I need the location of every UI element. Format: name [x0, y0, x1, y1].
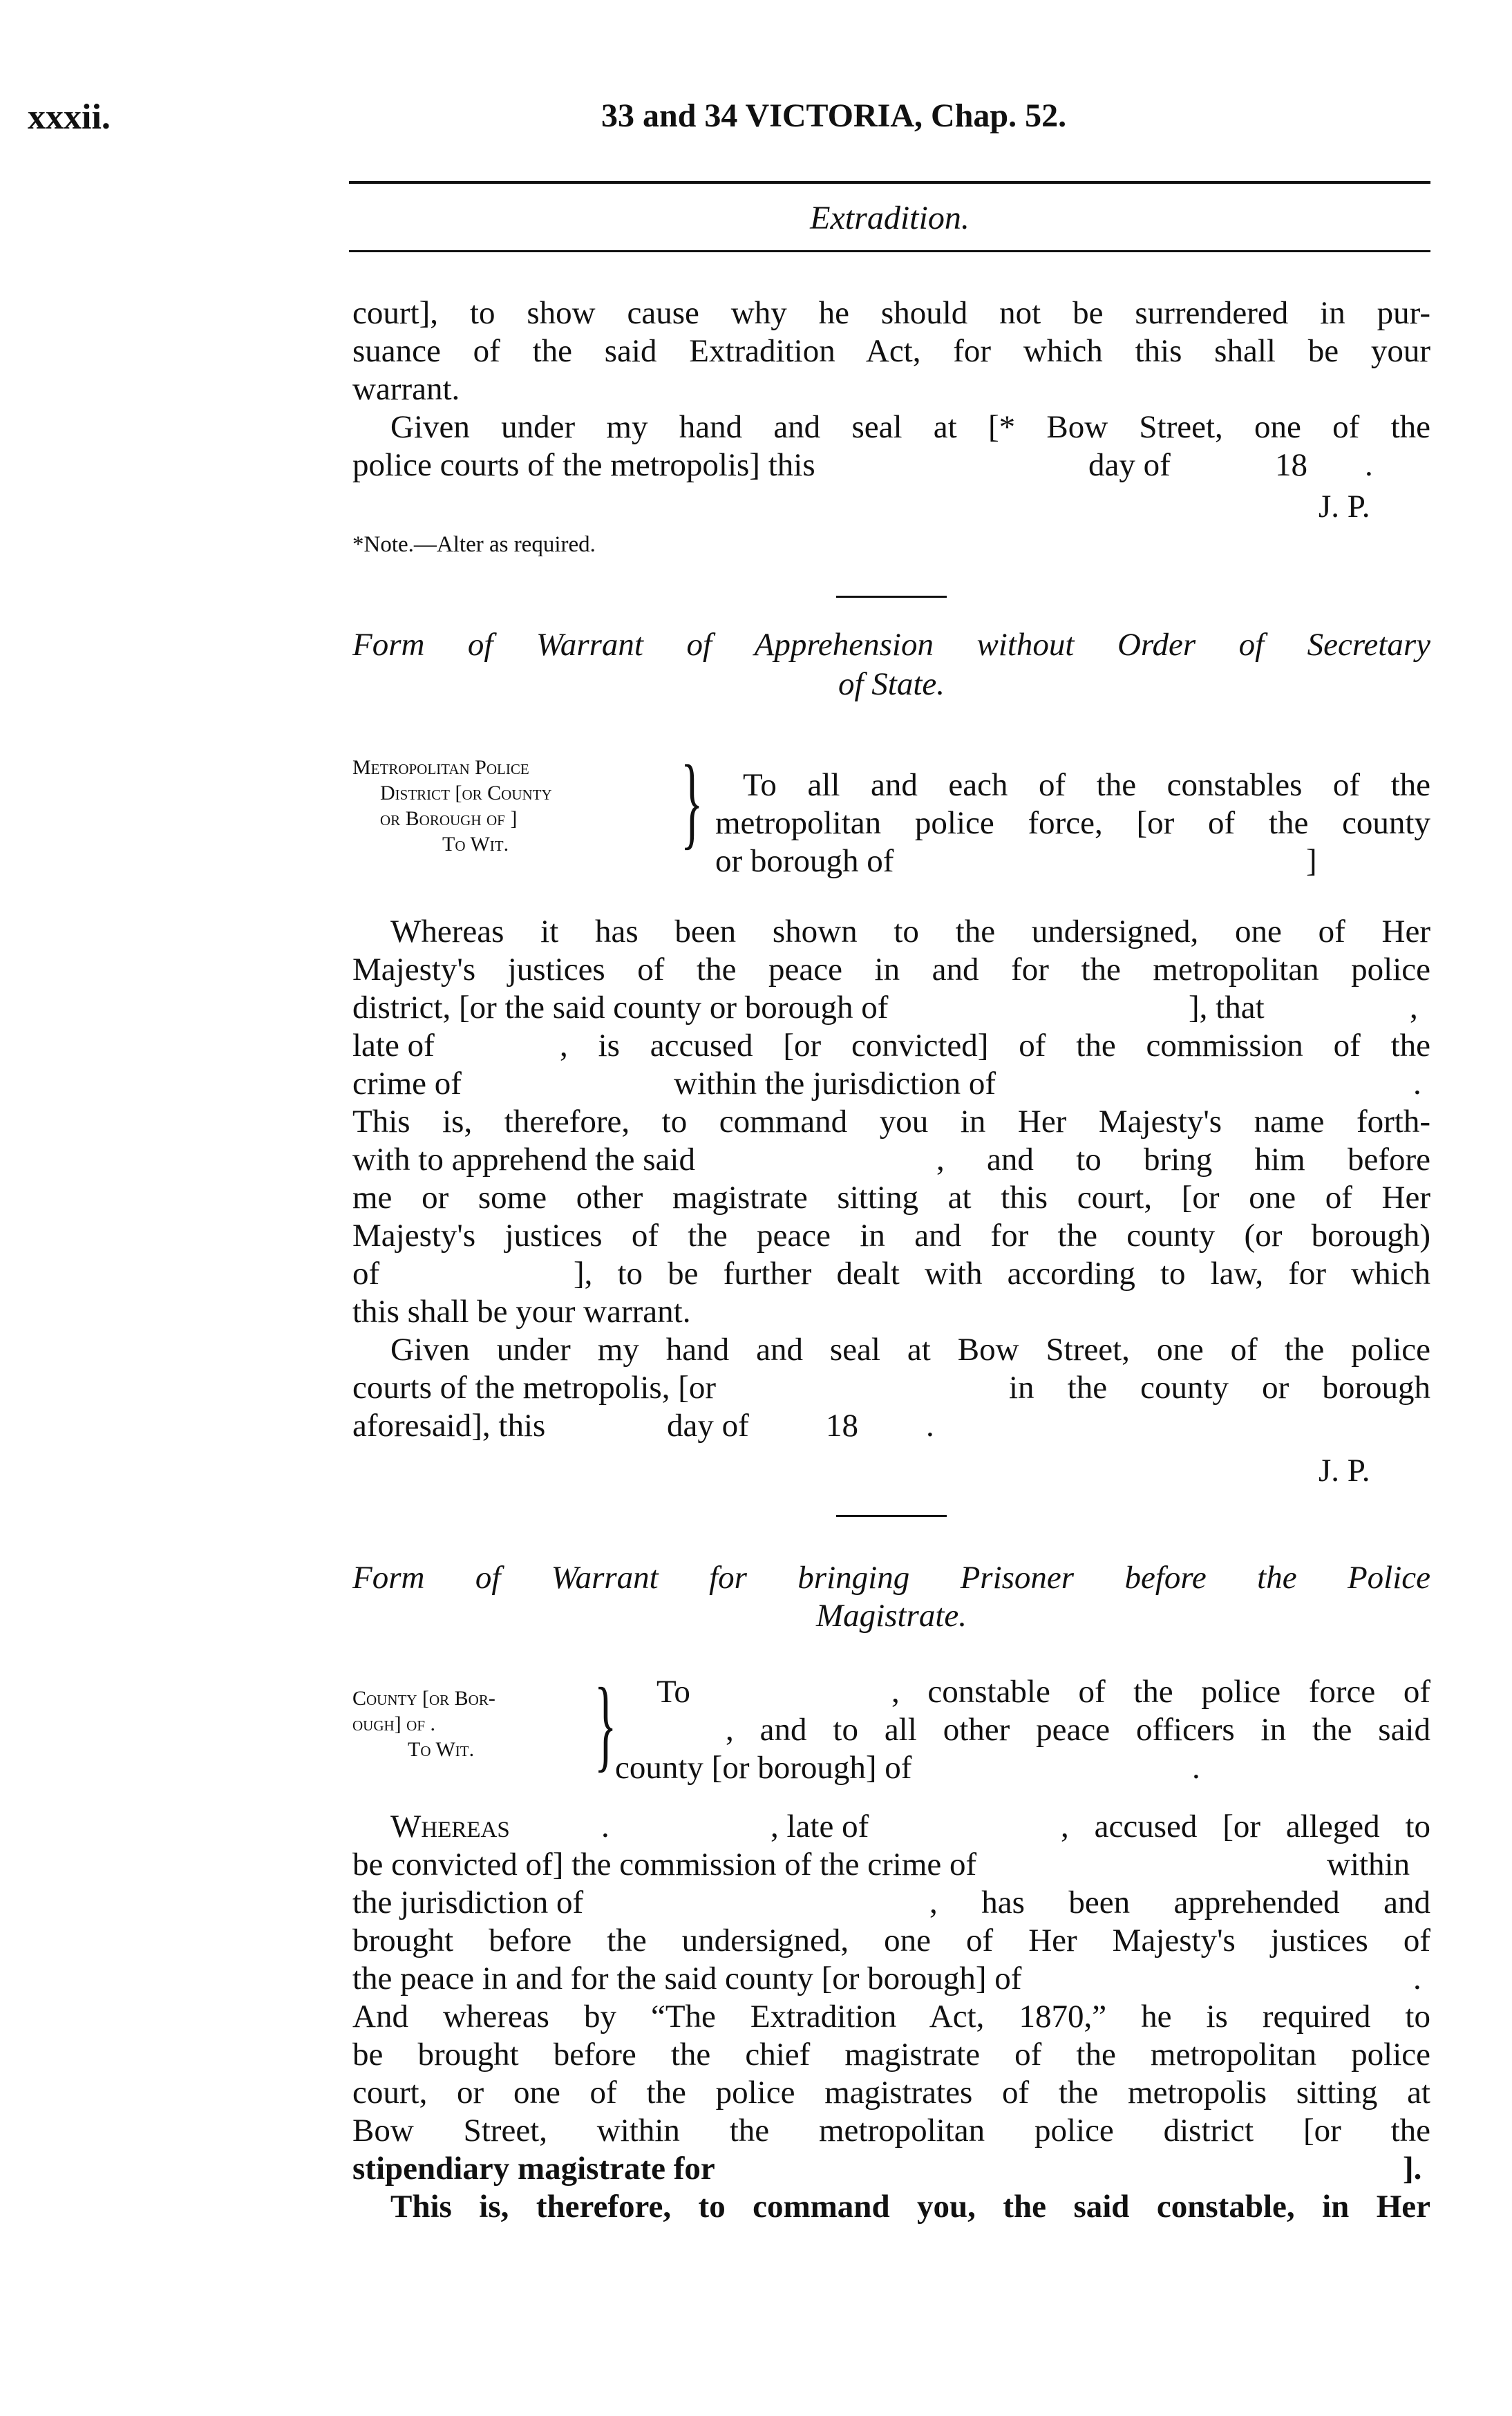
text-line: metropolitan police force, [or of the county: [715, 805, 1430, 841]
section-title: Extradition.: [810, 200, 970, 236]
text-line: or borough of: [715, 843, 894, 879]
text-line: me or some other magistrate sitting at this court, [or one of Her: [352, 1180, 1430, 1216]
text-line: .: [1192, 1750, 1200, 1786]
form-title: Form of Warrant of Apprehension without Order of Secretary: [352, 627, 1430, 663]
text-line: ], that: [1189, 990, 1265, 1026]
signature: J. P.: [1319, 489, 1370, 525]
text-line: To: [656, 1674, 690, 1710]
text-line: , constable of the police force of: [891, 1674, 1430, 1710]
text-line: , accused [or alleged to: [1061, 1809, 1430, 1844]
text-line: day of: [1088, 447, 1171, 483]
text-line: Given under my hand and seal at Bow Street, one of the police: [390, 1332, 1430, 1368]
text-line: .: [1413, 1961, 1421, 1997]
running-title: 33 and 34 VICTORIA, Chap. 52.: [601, 97, 1067, 134]
text-line: ], to be further dealt with according to law, for which: [574, 1256, 1430, 1292]
text-line: This is, therefore, to command you, the said constable, in Her: [390, 2189, 1430, 2225]
text-line: day of: [667, 1408, 749, 1444]
text-line: To all and each of the constables of the: [743, 767, 1430, 803]
text-line: .: [1365, 447, 1373, 483]
text-line: brought before the undersigned, one of Her Majesty's justices of: [352, 1923, 1430, 1959]
text-line: This is, therefore, to command you in Her Majesty's name forth-: [352, 1104, 1430, 1140]
text-line: courts of the metropolis, [or: [352, 1370, 717, 1406]
marginal-label: or Borough of ]: [380, 807, 518, 830]
text-line: And whereas by “The Extradition Act, 1870,” he is required to: [352, 1999, 1430, 2035]
text-line: crime of: [352, 1066, 462, 1102]
header-rule-top: [349, 181, 1430, 184]
text-line: district, [or the said county or borough of: [352, 990, 889, 1026]
text-line: in the county or borough: [1009, 1370, 1430, 1406]
text-line: , late of: [771, 1809, 869, 1844]
text-line: 18: [826, 1408, 858, 1444]
text-line: within the jurisdiction of: [674, 1066, 996, 1102]
text-line: .: [926, 1408, 934, 1444]
text-line: .: [601, 1809, 609, 1844]
text-line: , and to bring him before: [936, 1142, 1430, 1178]
text-line: Whereas it has been shown to the undersigned, one of Her: [390, 914, 1430, 950]
marginal-label: Metropolitan Police: [352, 756, 529, 779]
text-line: police courts of the metropolis] this: [352, 447, 815, 483]
text-line: court], to show cause why he should not be surrendered in pur-: [352, 295, 1430, 331]
section-divider: [836, 596, 947, 598]
text-line: this shall be your warrant.: [352, 1294, 691, 1330]
text-line: with to apprehend the said: [352, 1142, 695, 1178]
text-line: within: [1327, 1847, 1410, 1882]
text-line: aforesaid], this: [352, 1408, 546, 1444]
signature: J. P.: [1319, 1453, 1370, 1489]
text-line: be convicted of] the commission of the crime of: [352, 1847, 977, 1882]
text-line: late of: [352, 1028, 435, 1064]
text-line: the jurisdiction of: [352, 1885, 584, 1920]
marginal-label: To Wit.: [442, 833, 509, 856]
form-title: Form of Warrant for bringing Prisoner before the Police: [352, 1560, 1430, 1596]
text-line: of: [352, 1256, 380, 1292]
text-line: ]: [1306, 843, 1317, 879]
text-line: ].: [1403, 2151, 1422, 2187]
text-line: stipendiary magistrate for: [352, 2151, 715, 2187]
text-line: Given under my hand and seal at [* Bow Street, one of the: [390, 409, 1430, 445]
header-rule-bottom: [349, 250, 1430, 252]
text-line: , is accused [or convicted] of the commission of the: [560, 1028, 1430, 1064]
text-line: ,: [1410, 990, 1418, 1026]
brace-icon: }: [681, 744, 703, 859]
text-line: county [or borough] of: [615, 1750, 912, 1786]
text-line: Majesty's justices of the peace in and for the county (or borough): [352, 1218, 1430, 1254]
marginal-label: To Wit.: [408, 1738, 475, 1761]
marginal-label: ough] of .: [352, 1712, 435, 1735]
text-line: suance of the said Extradition Act, for which this shall be your: [352, 333, 1430, 369]
text-line: Bow Street, within the metropolitan police district [or the: [352, 2113, 1430, 2149]
marginal-label: District [or County: [380, 782, 552, 804]
section-divider: [836, 1515, 947, 1517]
text-line: Majesty's justices of the peace in and for the metropolitan police: [352, 952, 1430, 988]
text-line: the peace in and for the said county [or borough] of: [352, 1961, 1022, 1997]
text-line: Whereas: [390, 1809, 510, 1844]
page-number: xxxii.: [28, 97, 111, 137]
text-line: be brought before the chief magistrate of the metropolitan police: [352, 2037, 1430, 2073]
form-title: of State.: [838, 666, 945, 702]
marginal-label: County [or Bor-: [352, 1687, 495, 1710]
text-line: warrant.: [352, 371, 460, 407]
form-title: Magistrate.: [815, 1598, 967, 1634]
text-line: , and to all other peace officers in the said: [726, 1712, 1430, 1748]
footnote: *Note.—Alter as required.: [352, 532, 596, 557]
text-line: .: [1413, 1066, 1421, 1102]
text-line: court, or one of the police magistrates of the metropolis sitting at: [352, 2075, 1430, 2111]
text-line: 18: [1275, 447, 1307, 483]
text-line: , has been apprehended and: [929, 1885, 1430, 1920]
brace-icon: }: [594, 1667, 617, 1782]
